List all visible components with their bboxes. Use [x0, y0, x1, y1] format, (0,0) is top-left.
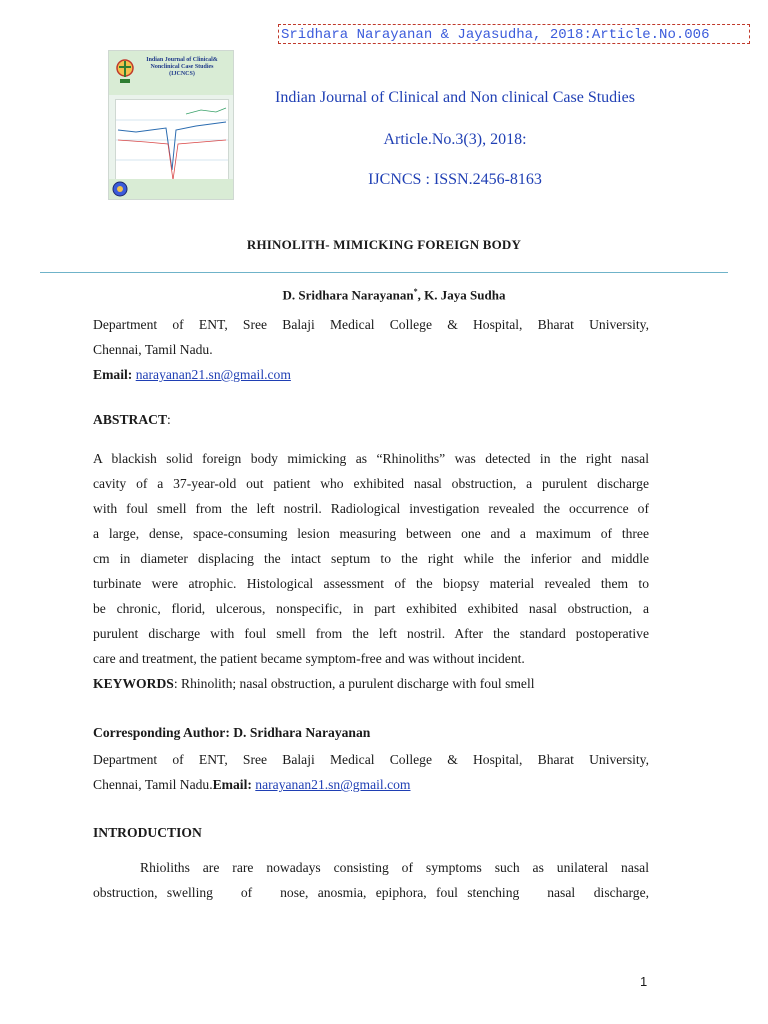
email-label: Email:: [212, 777, 252, 792]
abstract-line: A blackish solid foreign body mimicking as “Rhinoliths” was detected in the right nasal: [93, 451, 649, 466]
cover-title: Indian Journal of Clinical& Nonclinical Case Studies (IJCNCS): [146, 57, 218, 77]
affiliation: Department of ENT, Sree Balaji Medical College & Hospital, Bharat University, Chennai, Tamil Nadu. Email: narayanan21.sn@gmail.com: [93, 317, 649, 382]
journal-issn: IJCNCS : ISSN.2456-8163: [368, 171, 542, 188]
abstract-line: purulent discharge with foul smell from the left nostril. After the standard postoperative: [93, 626, 649, 641]
college-seal-icon: [112, 181, 128, 197]
author-2: , K. Jaya Sudha: [417, 287, 506, 303]
journal-name: Indian Journal of Clinical and Non clinical Case Studies: [275, 89, 635, 106]
abstract-line: care and treatment, the patient became symptom-free and was without incident.: [93, 651, 525, 666]
article-title: RHINOLITH- MIMICKING FOREIGN BODY: [246, 237, 522, 252]
abstract-line: with foul smell from the left nostril. Radiological investigation revealed the occurrence of: [93, 501, 649, 516]
abstract-body: [93, 446, 649, 696]
running-header: Sridhara Narayanan & Jayasudha, 2018:Article.No.006: [278, 24, 750, 44]
corresponding-author-heading: Corresponding Author: D. Sridhara Narayanan: [93, 725, 371, 740]
abstract-line: a large, dense, space-consuming lesion measuring between one and a maximum of three: [93, 526, 649, 541]
introduction-heading: INTRODUCTION: [93, 825, 202, 840]
abstract-line: be chronic, florid, ulcerous, nonspecific, in part exhibited exhibited nasal obstruction, a: [93, 601, 649, 616]
title-divider: [40, 272, 728, 273]
keywords: KEYWORDS: Rhinolith; nasal obstruction, a purulent discharge with foul smell: [93, 676, 535, 691]
corresponding-author-mark: *: [413, 287, 418, 296]
author-1: D. Sridhara Narayanan: [282, 287, 414, 303]
author-line: [0, 287, 768, 303]
abstract-line: cm in diameter displacing the intact septum to the right while the inferior and middle: [93, 551, 649, 566]
page-number: 1: [640, 974, 648, 989]
abstract-line: turbinate were atrophic. Histological assessment of the biopsy material revealed them to: [93, 576, 649, 591]
corresponding-affiliation: Department of ENT, Sree Balaji Medical College & Hospital, Bharat University, Chennai, Tamil Nadu.Email: narayanan21.sn@gmail.com: [93, 752, 649, 792]
email-label: Email:: [93, 367, 133, 382]
journal-logo-icon: [113, 57, 137, 87]
journal-article-number: Article.No.3(3), 2018:: [383, 131, 527, 148]
author-email-link[interactable]: narayanan21.sn@gmail.com: [135, 367, 291, 382]
corresponding-email-link[interactable]: narayanan21.sn@gmail.com: [255, 777, 411, 792]
introduction-body: Rhioliths are rare nowadays consisting of symptoms such as unilateral nasal obstruction, swelling of nose, anosmia, epiphora, foul stenching nasal discharge,: [93, 860, 649, 900]
abstract-line: cavity of a 37-year-old out patient who exhibited nasal obstruction, a purulent discharge: [93, 476, 649, 491]
abstract-heading: ABSTRACT:: [93, 412, 171, 427]
keywords-label: KEYWORDS: [93, 676, 174, 691]
